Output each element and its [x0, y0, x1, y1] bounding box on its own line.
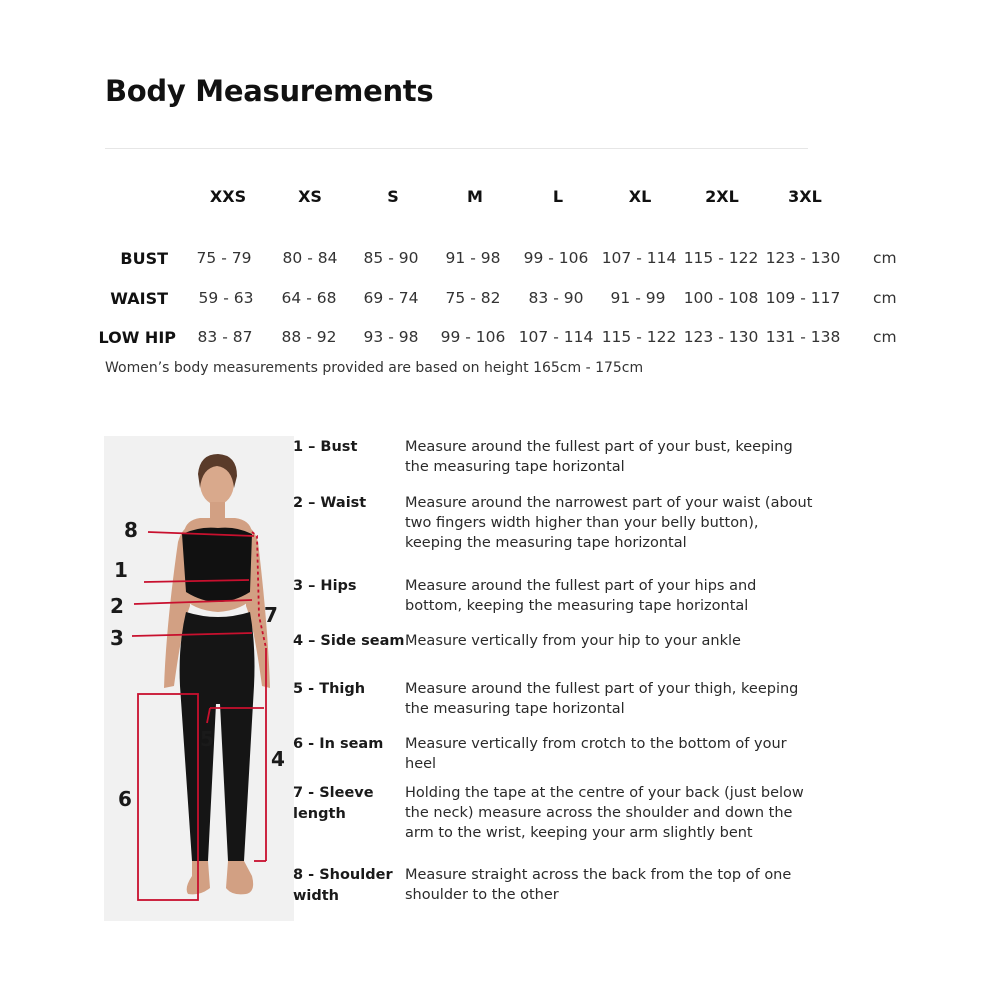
- guide-label: 7 - Sleeve length: [293, 785, 374, 822]
- table-cell: 115 - 122: [601, 328, 677, 346]
- guide-label: 1 – Bust: [293, 439, 358, 455]
- page-title: Body Measurements: [105, 74, 434, 108]
- guide-label: 6 - In seam: [293, 736, 384, 752]
- table-cell: 123 - 130: [765, 249, 841, 267]
- table-cell: 115 - 122: [683, 249, 759, 267]
- callout-2: 2: [110, 594, 124, 618]
- guide-description: Measure vertically from crotch to the bottom of your heel: [405, 736, 787, 772]
- guide-label: 4 – Side seam: [293, 633, 405, 649]
- guide-label: 2 – Waist: [293, 495, 367, 511]
- table-cell: 93 - 98: [363, 328, 419, 346]
- table-cell: 91 - 98: [445, 249, 501, 267]
- table-cell: 107 - 114: [518, 328, 594, 346]
- size-header: L: [552, 187, 564, 206]
- table-cell: 85 - 90: [363, 249, 419, 267]
- guide-description: Measure around the narrowest part of your waist (about two fingers width higher than your belly button), keeping the measuring tape horizontal: [405, 495, 813, 551]
- size-header: XXS: [209, 187, 247, 206]
- table-cell: 99 - 106: [440, 328, 506, 346]
- table-cell: 64 - 68: [281, 289, 337, 307]
- size-header: XL: [628, 187, 652, 206]
- model-silhouette: [164, 454, 270, 894]
- size-header: 3XL: [788, 187, 822, 206]
- callout-1: 1: [114, 558, 128, 582]
- table-cell: 91 - 99: [610, 289, 666, 307]
- row-label: LOW HIP: [98, 328, 176, 347]
- size-header: XS: [298, 187, 322, 206]
- row-label: WAIST: [110, 289, 168, 308]
- guide-description: Measure vertically from your hip to your ankle: [405, 633, 741, 649]
- table-cell: 109 - 117: [765, 289, 841, 307]
- callout-3: 3: [110, 626, 124, 650]
- guide-description: Measure around the fullest part of your hips and bottom, keeping the measuring tape horizontal: [405, 578, 757, 614]
- table-cell: 69 - 74: [363, 289, 419, 307]
- guide-label: 3 – Hips: [293, 578, 357, 594]
- guide-label: 8 - Shoulder width: [293, 867, 393, 904]
- table-cell: 131 - 138: [765, 328, 841, 346]
- table-cell: 123 - 130: [683, 328, 759, 346]
- unit-label: cm: [873, 249, 897, 267]
- table-cell: 83 - 87: [197, 328, 253, 346]
- guide-label: 5 - Thigh: [293, 681, 366, 697]
- row-label: BUST: [120, 249, 168, 268]
- guide-description: Measure around the fullest part of your bust, keeping the measuring tape horizontal: [405, 439, 793, 475]
- callout-8: 8: [124, 518, 138, 542]
- size-header: 2XL: [705, 187, 739, 206]
- table-cell: 100 - 108: [683, 289, 759, 307]
- guide-description: Measure around the fullest part of your thigh, keeping the measuring tape horizontal: [405, 681, 799, 717]
- guide-description: Holding the tape at the centre of your back (just below the neck) measure across the shoulder and down the arm to the wrist, keeping your arm slightly bent: [405, 785, 804, 841]
- callout-6: 6: [118, 787, 132, 811]
- height-note: Women’s body measurements provided are based on height 165cm - 175cm: [105, 360, 644, 376]
- callout-5: 5: [200, 727, 214, 751]
- guide-description: Measure straight across the back from the top of one shoulder to the other: [405, 867, 792, 903]
- table-cell: 83 - 90: [528, 289, 584, 307]
- table-cell: 99 - 106: [523, 249, 589, 267]
- unit-label: cm: [873, 328, 897, 346]
- size-header: M: [467, 187, 483, 206]
- table-cell: 59 - 63: [198, 289, 254, 307]
- measurement-figure: [104, 436, 294, 921]
- table-cell: 75 - 79: [196, 249, 252, 267]
- callout-4: 4: [271, 747, 285, 771]
- table-cell: 80 - 84: [282, 249, 338, 267]
- figure-illustration: [104, 436, 294, 921]
- table-cell: 88 - 92: [281, 328, 337, 346]
- callout-7: 7: [264, 603, 278, 627]
- table-cell: 107 - 114: [601, 249, 677, 267]
- title-divider: [105, 148, 808, 149]
- size-header: S: [387, 187, 399, 206]
- unit-label: cm: [873, 289, 897, 307]
- table-cell: 75 - 82: [445, 289, 501, 307]
